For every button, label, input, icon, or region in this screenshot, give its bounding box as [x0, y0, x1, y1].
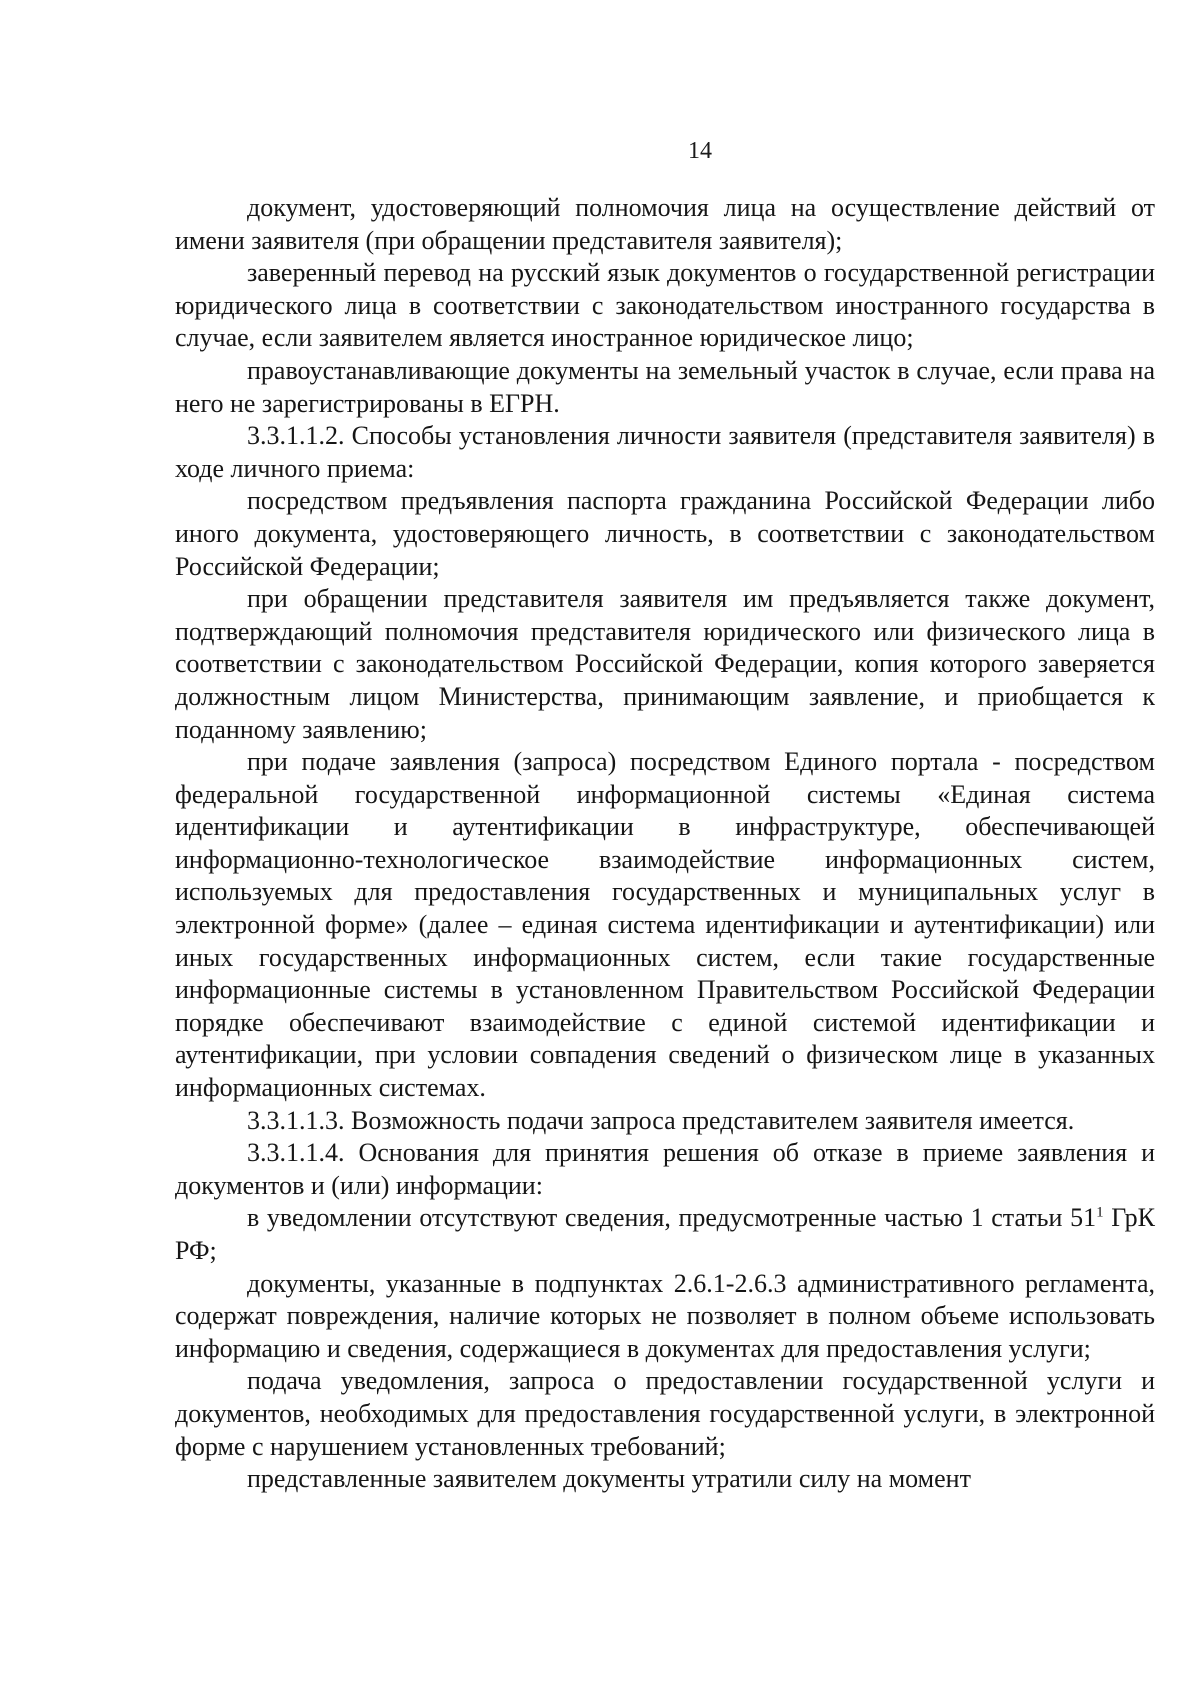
- paragraph-unified-portal: при подаче заявления (запроса) посредством Единого портала - посредством федеральной государственной информационной системы «Единая система идентификации и аутентификации в инфраструктуре, обеспечивающей информационно-технологическое взаимодействие информационных систем, используемых для предоставления государственных и муниципальных услуг в электронной форме» (далее – единая система идентификации и аутентификации) или иных государственных информационных систем, если такие государственные информационные системы в установленном Правительством Российской Федерации порядке обеспечивают взаимодействие с единой системой идентификации и аутентификации, при условии совпадения сведений о физическом лице в указанных информационных системах.: [175, 747, 1155, 1103]
- paragraph-section-3-3-1-1-3: 3.3.1.1.3. Возможность подачи запроса представителем заявителя имеется.: [247, 1105, 1075, 1135]
- paragraph-section-3-3-1-1-4: 3.3.1.1.4. Основания для принятия решения об отказе в приеме заявления и документов и (или) информации:: [175, 1138, 1155, 1200]
- paragraph-land-title-documents: правоустанавливающие документы на земельный участок в случае, если права на него не зарегистрированы в ЕГРН.: [175, 355, 1155, 418]
- paragraph-section-3-3-1-1-2: 3.3.1.1.2. Способы установления личности заявителя (представителя заявителя) в ходе личного приема:: [175, 421, 1155, 483]
- paragraph-electronic-submission-violation: подача уведомления, запроса о предоставлении государственной услуги и документов, необходимых для предоставления государственной услуги, в электронной форме с нарушением установленных требований;: [175, 1366, 1155, 1461]
- paragraph-51-suffix: ГрК РФ;: [175, 1203, 1155, 1265]
- document-body: [175, 192, 1155, 1496]
- paragraph-damaged-documents: документы, указанные в подпунктах 2.6.1-2.6.3 административного регламента, содержат повреждения, наличие которых не позволяет в полном объеме использовать информацию и сведения, содержащиеся в документах для предоставления услуги;: [175, 1268, 1155, 1363]
- paragraph-certified-translation: заверенный перевод на русский язык документов о государственной регистрации юридического лица в соответствии с законодательством иностранного государства в случае, если заявителем является иностранное юридическое лицо;: [175, 258, 1155, 353]
- paragraph-51-text: в уведомлении отсутствуют сведения, предусмотренные частью 1 статьи 51: [247, 1203, 1097, 1233]
- page-number: 14: [688, 138, 712, 164]
- paragraph-representative-document: при обращении представителя заявителя им предъявляется также документ, подтверждающий полномочия представителя юридического или физического лица в соответствии с законодательством Российской Федерации, копия которого заверяется должностным лицом Министерства, принимающим заявление, и приобщается к поданному заявлению;: [175, 584, 1155, 744]
- paragraph-missing-information: [175, 1202, 1155, 1267]
- paragraph-representative-authority: документ, удостоверяющий полномочия лица на осуществление действий от имени заявителя (при обращении представителя заявителя);: [175, 193, 1155, 255]
- superscript-number: 1: [1096, 1204, 1104, 1221]
- paragraph-expired-documents: представленные заявителем документы утратили силу на момент: [247, 1464, 971, 1494]
- paragraph-passport-presentation: посредством предъявления паспорта гражданина Российской Федерации либо иного документа, удостоверяющего личность, в соответствии с законодательством Российской Федерации;: [175, 486, 1155, 581]
